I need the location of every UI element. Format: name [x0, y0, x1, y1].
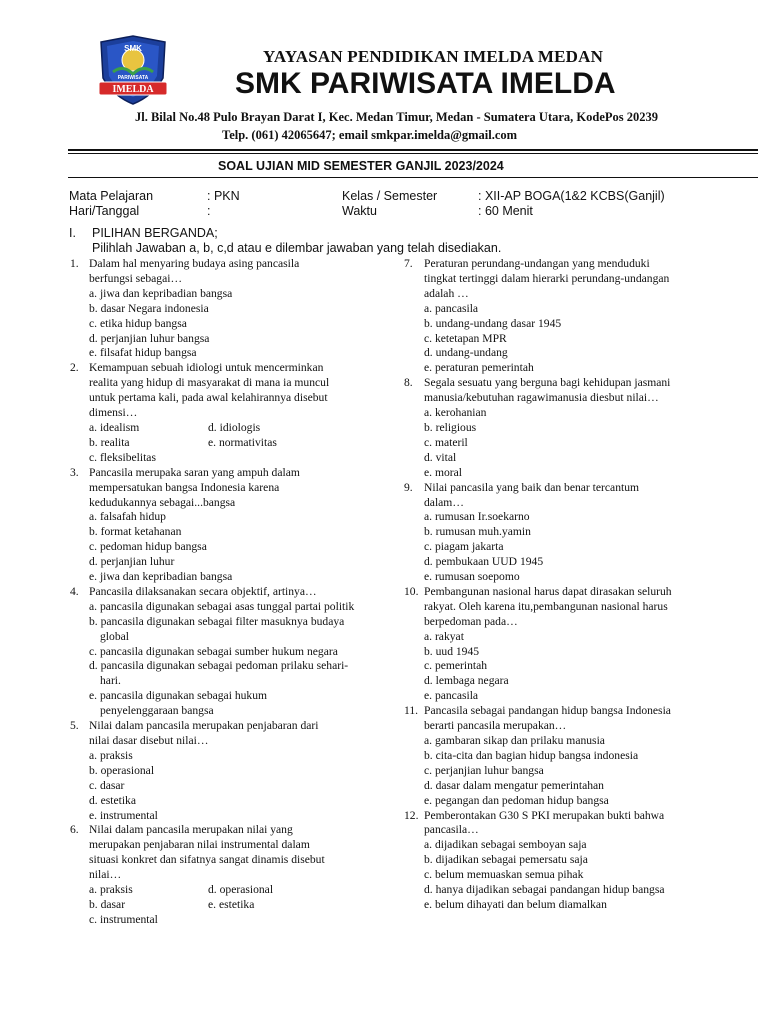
option-a: a. pancasila [424, 301, 479, 315]
option-row [70, 436, 390, 451]
option-d: d. vital [424, 450, 457, 464]
time-value: : 60 Menit [478, 204, 533, 218]
logo-text-top: SMK [124, 44, 142, 53]
question-number: 4. [70, 584, 79, 598]
question-stem: Pancasila merupaka saran yang ampuh dalam mempersatukan bangsa Indonesia karena kedudukannya sebagai...bangsa [89, 465, 300, 509]
option-a: a. praksis [89, 883, 133, 897]
option-d: d. perjanjian luhur bangsa [89, 331, 210, 345]
question-number: 1. [70, 257, 79, 270]
header-divider [68, 149, 758, 151]
option-a: a. rumusan Ir.soekarno [424, 510, 530, 524]
question-10 [404, 585, 704, 704]
option-d: d. estetika [89, 793, 137, 807]
subject-label: Mata Pelajaran [69, 189, 154, 203]
foundation-name: YAYASAN PENDIDIKAN IMELDA MEDAN [263, 47, 604, 66]
option-row [70, 883, 390, 898]
option-c: c. materil [424, 435, 468, 449]
header-divider-thin [68, 153, 758, 154]
date-value: : [207, 204, 211, 218]
option-c: c. ketetapan MPR [424, 331, 507, 345]
question-9 [404, 481, 704, 585]
question-stem: Pancasila sebagai pandangan hidup bangsa Indonesia berarti pancasila merupakan… [424, 704, 671, 733]
option-d: d. lembaga negara [424, 674, 509, 688]
option-a: a. rakyat [424, 629, 464, 643]
question-3 [70, 466, 390, 585]
option-c: c. belum memuaskan semua pihak [424, 868, 584, 882]
questions-left-column [70, 257, 390, 928]
school-logo [93, 34, 173, 106]
option-d: d. perjanjian luhur [89, 555, 175, 569]
option-b: b. rumusan muh.yamin [424, 525, 531, 539]
option-e: e. moral [424, 465, 462, 479]
option-a: a. jiwa dan kepribadian bangsa [89, 286, 233, 300]
option-e: e. pancasila digunakan sebagai hukum penyelenggaraan bangsa [89, 689, 268, 718]
school-name: SMK PARIWISATA IMELDA [235, 67, 616, 100]
question-7 [404, 257, 704, 376]
class-value: : XII-AP BOGA(1&2 KCBS(Ganjil) [478, 189, 665, 203]
option-e: e. normativitas [208, 435, 277, 449]
school-address: Jl. Bilal No.48 Pulo Brayan Darat I, Kec. Medan Timur, Medan - Sumatera Utara, KodePos 20239 [135, 110, 659, 124]
option-c: c. pedoman hidup bangsa [89, 540, 207, 554]
question-stem: Dalam hal menyaring budaya asing pancasila berfungsi sebagai… [89, 257, 300, 285]
option-b: b. pancasila digunakan sebagai filter masuknya budaya global [89, 614, 345, 643]
option-b: b. realita [89, 435, 130, 449]
question-stem: Kemampuan sebuah idiologi untuk mencerminkan realita yang hidup di masyarakat di mana ia muncul untuk pertama kali, pada awal kelahirannya disebut dimensi… [89, 361, 330, 420]
question-8 [404, 376, 704, 480]
option-b: b. operasional [89, 763, 155, 777]
option-a: a. dijadikan sebagai semboyan saja [424, 838, 587, 852]
option-d: d. undang-undang [424, 346, 508, 360]
question-12 [404, 809, 704, 913]
subject-value: : PKN [207, 189, 240, 203]
option-a: a. praksis [89, 748, 133, 762]
option-row [70, 421, 390, 436]
school-contact: Telp. (061) 42065647; email smkpar.imelda@gmail.com [222, 128, 518, 142]
option-e: e. jiwa dan kepribadian bangsa [89, 570, 233, 584]
question-stem: Pancasila dilaksanakan secara objektif, artinya… [89, 584, 317, 598]
option-d: d. idiologis [208, 420, 261, 434]
option-c: c. instrumental [89, 912, 158, 926]
option-e: e. peraturan pemerintah [424, 361, 534, 375]
option-b: b. uud 1945 [424, 644, 480, 658]
question-1 [70, 257, 390, 361]
option-d: d. dasar dalam mengatur pemerintahan [424, 778, 604, 792]
option-d: d. hanya dijadikan sebagai pandangan hidup bangsa [424, 883, 665, 897]
option-c: c. pemerintah [424, 659, 488, 673]
time-label: Waktu [342, 204, 377, 218]
title-divider [68, 177, 758, 178]
option-c: c. dasar [89, 778, 125, 792]
question-number: 7. [404, 257, 413, 270]
question-stem: Nilai dalam pancasila merupakan nilai yang merupakan penjabaran nilai instrumental dalam situasi konkret dan sifatnya sangat dinamis disebut nilai… [89, 823, 325, 882]
question-number: 12. [404, 808, 419, 822]
option-e: e. belum dihayati dan belum diamalkan [424, 897, 607, 911]
section-instruction: Pilihlah Jawaban a, b, c,d atau e dilembar jawaban yang telah disediakan. [92, 241, 502, 255]
class-label: Kelas / Semester [342, 189, 438, 203]
option-a: a. gambaran sikap dan prilaku manusia [424, 734, 605, 747]
question-2 [70, 361, 390, 465]
question-6 [70, 823, 390, 927]
option-b: b. format ketahanan [89, 525, 182, 539]
question-stem: Segala sesuatu yang berguna bagi kehidupan jasmani manusia/kebutuhan ragawimanusia diesbut nilai… [424, 376, 671, 405]
option-b: b. dasar [89, 897, 126, 911]
question-stem: Pembangunan nasional harus dapat dirasakan seluruh rakyat. Oleh karena itu,pembangunan nasional harus berpedoman pada… [424, 584, 672, 628]
question-number: 6. [70, 823, 79, 837]
question-11 [404, 704, 704, 808]
option-c: c. perjanjian luhur bangsa [424, 763, 544, 777]
question-number: 5. [70, 719, 79, 733]
question-stem: Peraturan perundang-undangan yang menduduki tingkat tertinggi dalam hierarki perundang-undangan adalah … [424, 257, 670, 300]
option-b: b. undang-undang dasar 1945 [424, 316, 562, 330]
question-number: 2. [70, 361, 79, 375]
option-a: a. falsafah hidup [89, 510, 166, 524]
option-d: d. pembukaan UUD 1945 [424, 555, 544, 569]
option-c: c. pancasila digunakan sebagai sumber hukum negara [89, 644, 338, 658]
question-stem: Nilai pancasila yang baik dan benar tercantum dalam… [424, 480, 640, 509]
question-number: 11. [404, 704, 419, 718]
option-e: e. instrumental [89, 808, 158, 822]
section-title: PILIHAN BERGANDA; [92, 226, 218, 240]
question-5 [70, 719, 390, 823]
option-d: d. operasional [208, 883, 274, 897]
option-a: a. pancasila digunakan sebagai asas tunggal partai politik [89, 599, 355, 613]
option-b: b. dasar Negara indonesia [89, 301, 209, 315]
option-a: a. idealism [89, 420, 140, 434]
question-4 [70, 585, 390, 719]
option-e: e. estetika [208, 897, 255, 911]
option-e: e. pancasila [424, 689, 479, 703]
option-e: e. pegangan dan pedoman hidup bangsa [424, 793, 609, 807]
question-stem: Pemberontakan G30 S PKI merupakan bukti bahwa pancasila… [424, 808, 665, 837]
option-a: a. kerohanian [424, 406, 487, 420]
logo-text-banner: IMELDA [112, 84, 154, 95]
option-c: c. fleksibelitas [89, 450, 156, 464]
question-number: 10. [404, 584, 419, 598]
date-label: Hari/Tanggal [69, 204, 140, 218]
option-b: b. cita-cita dan bagian hidup bangsa indonesia [424, 748, 639, 762]
option-c: c. etika hidup bangsa [89, 316, 187, 330]
question-number: 3. [70, 465, 79, 479]
section-number: I. [69, 226, 76, 240]
option-e: e. filsafat hidup bangsa [89, 346, 197, 360]
question-stem: Nilai dalam pancasila merupakan penjabaran dari nilai dasar disebut nilai… [89, 719, 319, 747]
option-d: d. pancasila digunakan sebagai pedoman prilaku sehari- hari. [89, 659, 349, 688]
logo-text-mid: PARIWISATA [117, 75, 149, 81]
option-b: b. dijadikan sebagai pemersatu saja [424, 853, 588, 867]
option-b: b. religious [424, 420, 477, 434]
exam-title: SOAL UJIAN MID SEMESTER GANJIL 2023/2024 [218, 159, 504, 173]
option-e: e. rumusan soepomo [424, 570, 520, 584]
question-number: 9. [404, 480, 413, 494]
questions-right-column [404, 257, 704, 913]
question-number: 8. [404, 376, 413, 390]
option-c: c. piagam jakarta [424, 540, 504, 554]
option-row [70, 898, 390, 913]
